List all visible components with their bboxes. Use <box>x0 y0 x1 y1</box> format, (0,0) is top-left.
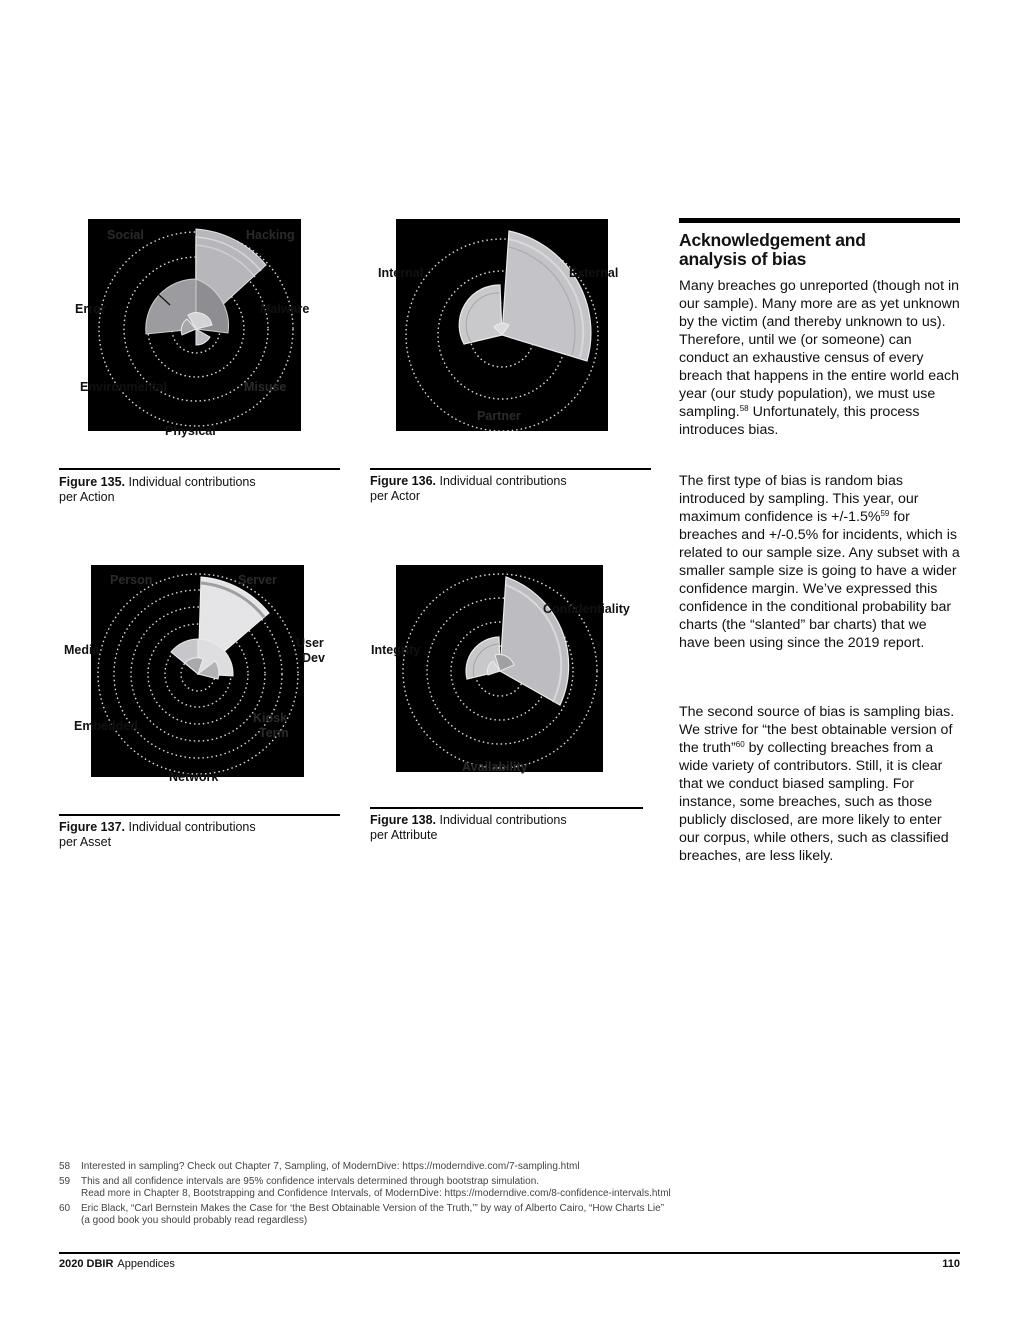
fig136-label-internal: Internal <box>378 266 424 280</box>
fig135-label-malware: Malware <box>260 302 310 316</box>
figure-138-polar <box>396 565 603 772</box>
figure-137-caption <box>59 820 340 850</box>
sidebar-title <box>679 231 961 269</box>
figure-136-rule <box>370 468 651 470</box>
fig135-label-physical: Physical <box>165 424 216 438</box>
fig137-label-embedded: Embedded <box>74 719 138 733</box>
fig137-label-server: Server <box>238 573 277 587</box>
caption-number: Figure 138. <box>370 813 436 827</box>
p3-text-a: The second source of bias is sampling bias. We strive for “the best obtainable version of the truth” <box>679 704 955 756</box>
footnote-59 <box>59 1176 959 1201</box>
fig138-label-confidentiality: Confidentiality <box>543 602 630 616</box>
caption-text-line2: per Action <box>59 490 115 504</box>
sidebar-paragraph-1 <box>679 277 961 439</box>
fig136-label-partner: Partner <box>477 409 521 423</box>
figure-135-chart <box>88 219 301 431</box>
caption-text: Individual contributions <box>125 475 256 489</box>
footnote-text-line2: (a good book you should probably read regardless) <box>81 1215 308 1226</box>
figure-138-chart <box>396 565 603 772</box>
footer-report-name: 2020 DBIR <box>59 1258 114 1270</box>
footer-report <box>59 1258 175 1270</box>
fig137-label-user: User <box>296 636 324 650</box>
p1-text: Many breaches go unreported (though not in our sample). Many more are as yet unknown by the victim (and thereby unknown to us). Therefore, until we (or someone) can conduct an exhaustive census of every breach that happens in the entire world each year (our study population), we must use sampling. <box>679 278 960 420</box>
sidebar-top-rule <box>679 218 960 223</box>
fig136-label-external: External <box>569 266 619 280</box>
footer-section: Appendices <box>117 1258 175 1270</box>
fig137-label-term: Term <box>259 726 289 740</box>
caption-text: Individual contributions <box>436 813 567 827</box>
figure-138-caption <box>370 813 643 843</box>
fig137-label-media: Media <box>64 643 100 657</box>
caption-number: Figure 137. <box>59 820 125 834</box>
footnote-text[interactable]: Interested in sampling? Check out Chapter 7, Sampling, of ModernDive: https://moderndive.com/7-sampling.html <box>81 1161 580 1172</box>
footnote-60 <box>59 1203 959 1228</box>
fig135-label-misuse: Misuse <box>244 380 287 394</box>
sidebar-title-line1: Acknowledgement and <box>679 230 866 250</box>
footnote-text: Eric Black, “Carl Bernstein Makes the Case for ‘the Best Obtainable Version of the Truth,’” by way of Alberto Cairo, “How Charts Lie” <box>81 1202 665 1214</box>
fig138-label-integrity: Integrity <box>371 643 421 657</box>
fig137-label-network: Network <box>169 770 219 784</box>
caption-text-line2: per Actor <box>370 489 421 503</box>
caption-number: Figure 135. <box>59 475 125 489</box>
p2-text-a: The first type of bias is random bias introduced by sampling. This year, our maximum confidence is +/-1.5% <box>679 473 919 525</box>
p3-text-b: by collecting breaches from a wide variety of contributors. Still, it is clear that we conduct biased sampling. For instance, some breaches, such as those publicly disclosed, are more likely to enter our corpus, while others, such as classified breaches, are less likely. <box>679 740 949 864</box>
caption-number: Figure 136. <box>370 474 436 488</box>
figure-136-chart <box>396 219 608 431</box>
figure-137-rule <box>59 814 340 816</box>
fig137-label-kiosk: Kiosk <box>253 711 288 725</box>
footnote-ref-59[interactable]: 59 <box>880 509 890 518</box>
caption-text: Individual contributions <box>125 820 256 834</box>
caption-text: Individual contributions <box>436 474 567 488</box>
caption-text-line2: per Asset <box>59 835 112 849</box>
footnote-ref-58[interactable]: 58 <box>739 404 749 413</box>
figure-136-caption <box>370 474 651 504</box>
fig137-label-person: Person <box>110 573 153 587</box>
footnote-number: 60 <box>59 1202 71 1214</box>
sidebar-title-line2: analysis of bias <box>679 249 807 269</box>
figure-135-rule <box>59 468 340 470</box>
fig137-label-dev: Dev <box>302 651 325 665</box>
footnote-number: 58 <box>59 1161 71 1172</box>
footnotes <box>59 1161 959 1230</box>
p2-text-b: for breaches and +/-0.5% for incidents, which is related to our sample size. Any subset with a smaller sample size is going to have a wider confidence margin. We’ve expressed this confidence in the conditional probability bar charts (the “slanted” bar charts) that we have been using since the 2019 report. <box>679 509 960 651</box>
sidebar-paragraph-2 <box>679 472 961 652</box>
sidebar-paragraph-3 <box>679 703 961 865</box>
footnote-ref-60[interactable]: 60 <box>735 740 745 749</box>
figure-137-polar <box>91 565 304 777</box>
footnote-number: 59 <box>59 1175 71 1187</box>
p1-tail: Unfortunately, this process introduces bias. <box>679 404 920 438</box>
page-number: 110 <box>942 1258 960 1270</box>
fig135-label-error: Error <box>75 302 106 316</box>
fig135-label-environmental: Environmental <box>80 380 167 394</box>
figure-138-rule <box>370 807 643 809</box>
footer-rule <box>59 1252 960 1254</box>
fig138-label-availability: Availability <box>462 760 528 774</box>
figure-137-chart <box>91 565 304 777</box>
footnote-58 <box>59 1161 959 1174</box>
figure-135-polar <box>88 219 301 431</box>
figure-136-polar <box>396 219 608 431</box>
caption-text-line2: per Attribute <box>370 828 438 842</box>
figure-135-caption <box>59 475 340 505</box>
footnote-text: This and all confidence intervals are 95% confidence intervals determined through bootstrap simulation. <box>81 1175 540 1187</box>
footnote-text-line2[interactable]: Read more in Chapter 8, Bootstrapping and Confidence Intervals, of ModernDive: https://moderndive.com/8-confidence-intervals.html <box>81 1188 671 1199</box>
fig135-label-hacking: Hacking <box>246 228 295 242</box>
fig135-label-social: Social <box>107 228 144 242</box>
